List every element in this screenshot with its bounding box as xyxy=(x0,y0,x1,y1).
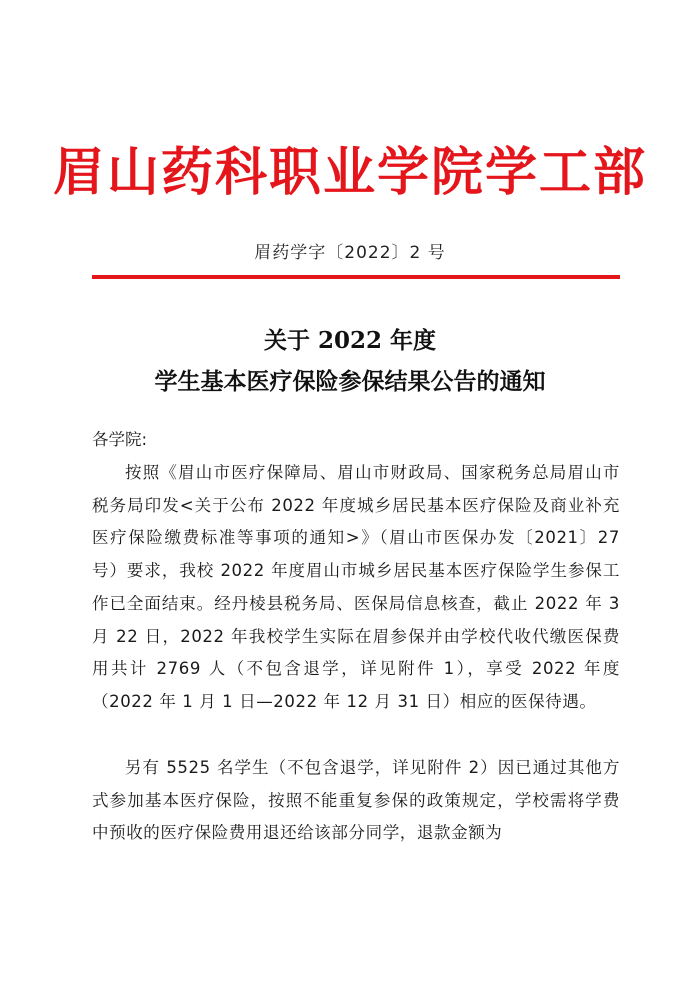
body-paragraph-2 xyxy=(92,752,620,850)
document-title-line2: 学生基本医疗保险参保结果公告的通知 xyxy=(154,368,546,395)
paragraph-text: 按照《眉山市医疗保障局、眉山市财政局、国家税务总局眉山市税务局印发<关于公布 2022 年度城乡居民基本医疗保险及商业补充医疗保险缴费标准等事项的通知>》（眉山市医保办发〔2021〕27 号）要求，我校 2022 年度眉山市城乡居民基本医疗保险学生参保工作已全面结束。经丹棱县税务局、医保局信息核查，截止 2022 年 3 月 22 日，2022 年我校学生实际在眉参保并由学校代收代缴医保费用共计 2769 人（不包含退学，详见附件 1），享受 2022 年度（2022 年 1 月 1 日—2022 年 12 月 31 日）相应的医保待遇。 xyxy=(92,463,620,711)
document-number: 眉药学字〔2022〕2 号 xyxy=(254,243,446,263)
salutation: 各学院: xyxy=(92,430,148,449)
body-paragraph-1 xyxy=(92,457,620,719)
paragraph-text: 另有 5525 名学生（不包含退学，详见附件 2）因已通过其他方式参加基本医疗保险，按照不能重复参保的政策规定，学校需将学费中预收的医疗保险费用退还给该部分同学，退款金额为 xyxy=(92,758,620,843)
header-divider xyxy=(92,275,620,279)
organization-header: 眉山药科职业学院学工部 xyxy=(52,142,647,203)
document-title-line1: 关于 2022 年度 xyxy=(263,327,437,354)
